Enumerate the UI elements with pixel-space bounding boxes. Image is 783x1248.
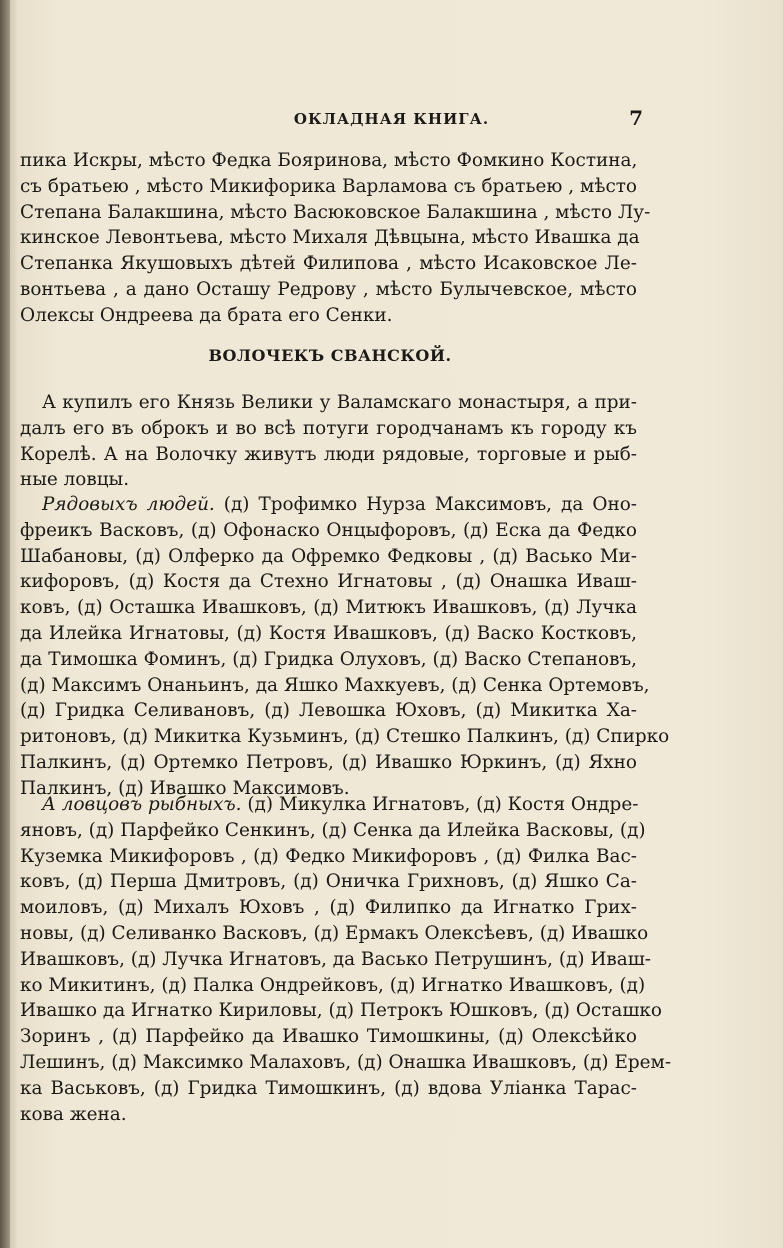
text-line: кова жена. (20, 1103, 127, 1125)
text-line: моиловъ, (д) Михалъ Юховъ , (д) Филипко да Игнатко Грих- (20, 897, 637, 919)
text-line: (д) Трофимко Нурза Максимовъ, да Оно- (214, 494, 637, 515)
running-title: ОКЛАДНАЯ КНИГА. (293, 110, 490, 128)
text-line: съ братьею , мѣсто Микифорика Варламова съ братьею , мѣсто (20, 175, 637, 197)
text-line: Олексы Ондреева да брата его Сенки. (20, 304, 393, 326)
text-line: (д) Микулка Игнатовъ, (д) Костя Ондре- (241, 794, 639, 815)
text-line: ко Микитинъ, (д) Палка Ондрейковъ, (д) Игнатко Ивашковъ, (д) (20, 974, 646, 996)
text-line: Корелѣ. А на Волочку живутъ люди рядовые, торговые и рыб- (20, 443, 637, 465)
section-heading: ВОЛОЧЕКЪ СВАНСКОЙ. (208, 346, 452, 365)
text-line: вонтьева , а дано Осташу Редрову , мѣсто Булычевское, мѣсто (20, 278, 637, 300)
text-line-first (20, 492, 637, 518)
text-line: фреикъ Васковъ, (д) Офонаско Онцыфоровъ, (д) Еска да Федко (20, 519, 637, 541)
list-heading-italic: А ловцовъ рыбныхъ. (42, 794, 242, 815)
text-line: Степанка Якушовыхъ дѣтей Филипова , мѣсто Исаковское Ле- (20, 253, 637, 275)
paragraph-3 (20, 492, 670, 802)
list-heading-italic: Рядовыхъ людей. (42, 494, 215, 515)
text-line: ка Васьковъ, (д) Гридка Тимошкинъ, (д) вдова Уліанка Тарас- (20, 1077, 637, 1099)
text-line: да Илейка Игнатовы, (д) Костя Ивашковъ, (д) Васко Костковъ, (20, 622, 637, 644)
text-line-first (20, 792, 637, 818)
text-line: А купилъ его Князь Велики у Валамскаго монастыря, а при- (42, 392, 637, 413)
text-line: ные ловцы. (20, 469, 130, 491)
page-number: 7 (629, 106, 643, 130)
paragraph-1 (20, 148, 651, 329)
text-line: кинское Левонтьева, мѣсто Михаля Дѣвцына, мѣсто Ивашка да (20, 227, 640, 249)
text-line: Степана Балакшина, мѣсто Васюковское Балакшина , мѣсто Лу- (20, 201, 651, 223)
text-line: Куземка Микифоровъ , (д) Федко Микифоровъ , (д) Филка Вас- (20, 845, 637, 867)
text-line: новы, (д) Селиванко Васковъ, (д) Ермакъ Олексѣевъ, (д) Ивашко (20, 922, 649, 944)
text-line: (д) Гридка Селивановъ, (д) Левошка Юховъ, (д) Микитка Ха- (20, 700, 637, 722)
text-line: далъ его въ оброкъ и во всѣ потуги городчанамъ къ городу къ (20, 417, 637, 439)
text-line: Палкинъ, (д) Ивашко Максимовъ. (20, 777, 350, 799)
text-line: Ивашковъ, (д) Лучка Игнатовъ, да Васько Петрушинъ, (д) Иваш- (20, 948, 652, 970)
text-line: пика Искры, мѣсто Федка Бояринова, мѣсто Фомкино Костина, (20, 150, 638, 171)
text-line: Шабановы, (д) Олферко да Офремко Федковы , (д) Васько Ми- (20, 545, 637, 567)
text-line: Ивашко да Игнатко Кириловы, (д) Петрокъ Юшковъ, (д) Осташко (20, 1000, 662, 1022)
text-line: да Тимошка Фоминъ, (д) Гридка Олуховъ, (д) Васко Степановъ, (20, 648, 637, 670)
text-line: кифоровъ, (д) Костя да Стехно Игнатовы , (д) Онашка Иваш- (20, 571, 637, 593)
text-line: яновъ, (д) Парфейко Сенкинъ, (д) Сенка да Илейка Васковы, (д) (20, 819, 646, 841)
text-line: ритоновъ, (д) Микитка Кузьминъ, (д) Стешко Палкинъ, (д) Спирко (20, 726, 670, 748)
text-line: Лешинъ, (д) Максимко Малаховъ, (д) Онашка Ивашковъ, (д) Ерем- (20, 1051, 672, 1073)
book-spine-shadow (0, 0, 10, 1248)
text-line: Зоринъ , (д) Парфейко да Ивашко Тимошкины, (д) Олексѣйко (20, 1026, 637, 1048)
text-line: (д) Максимъ Онаньинъ, да Яшко Махкуевъ, (д) Сенка Ортемовъ, (20, 674, 650, 696)
text-line: Палкинъ, (д) Ортемко Петровъ, (д) Ивашко Юркинъ, (д) Яхно (20, 751, 637, 773)
text-line: ковъ, (д) Осташка Ивашковъ, (д) Митюкъ Ивашковъ, (д) Лучка (20, 597, 637, 619)
text-line: ковъ, (д) Перша Дмитровъ, (д) Оничка Грихновъ, (д) Яшко Са- (20, 871, 637, 893)
paragraph-4 (20, 792, 672, 1127)
paragraph-2 (20, 390, 637, 493)
running-header (0, 104, 783, 134)
